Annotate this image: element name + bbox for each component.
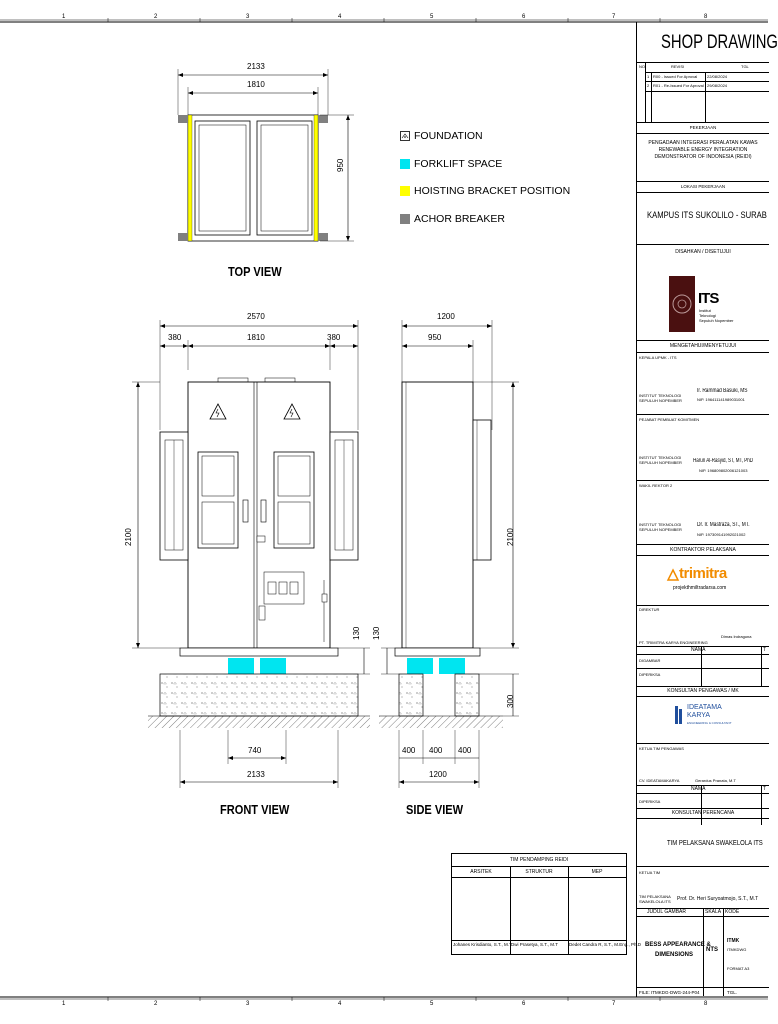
dim-label: 130 [372, 626, 381, 640]
grid-number: 6 [522, 1001, 526, 1007]
inst-label: SEPULUH NOPEMBER [639, 460, 682, 465]
diperiksa-label: DIPERIKSA [639, 672, 661, 677]
trimitra-logo-icon [667, 568, 679, 580]
role-label: KETUA TIM [639, 870, 661, 875]
rev-date: 22/08/2024 [707, 74, 728, 79]
role-label: TIM PELAKSANA [639, 894, 671, 899]
front-view-title: FRONT VIEW [220, 802, 290, 817]
drawing-code: ITMK [727, 938, 740, 944]
drawing-scale: NTS [706, 947, 718, 953]
lokasi-value: KAMPUS ITS SUKOLILO - SURAB [647, 210, 767, 220]
signatory-name: Harun Al-Rasyid, ST, MT, PhD [693, 458, 754, 464]
grid-number: 2 [154, 1001, 158, 1007]
dim-label: 400 [458, 746, 472, 755]
its-sub: Institut [699, 308, 711, 313]
signatory-name: Ir. Rammad Basuki, MS [697, 388, 748, 394]
front-view-drawing [120, 310, 380, 790]
rev-header: REVISI [671, 64, 685, 69]
signatory-name: Prof. Dr. Heri Suryoatmojo, S.T., M.T [677, 896, 759, 902]
dim-label: 1810 [247, 80, 265, 89]
rev-header: NO [639, 64, 645, 69]
dim-label: 380 [168, 333, 182, 342]
legend-label: ACHOR BREAKER [414, 213, 506, 225]
pekerjaan-line: PENGADAAN INTEGRASI PERALATAN KAWAS [648, 140, 758, 146]
color-swatch [400, 186, 410, 196]
team-member: Dedet Candra R, S.T., M.Eng., Ph.D [569, 942, 642, 947]
dim-label: 740 [248, 746, 262, 755]
company-label: PT. TRIMITRA KARYA ENGINEERING [639, 640, 708, 645]
company-label: CV. IDEATAMAKARYA [639, 778, 680, 783]
pekerjaan-line: DEMONSTRATOR OF INDONESIA (REIDI) [654, 154, 752, 160]
legend-label: FOUNDATION [414, 130, 483, 142]
grid-number: 4 [338, 1001, 342, 1007]
pekerjaan-label: PEKERJAAN [689, 125, 717, 130]
trimitra-logo: trimitra [679, 565, 727, 582]
konsultan-pengawas-label: KONSULTAN PENGAWAS / MK [667, 688, 739, 694]
dim-label: 950 [428, 333, 442, 342]
team-member: Dwi Prasetya, S.T., M.T [511, 942, 559, 947]
digambar-label: DIGAMBAR [639, 658, 661, 663]
inst-label: SEPULUH NOPEMBER [639, 527, 682, 532]
trimitra-sub: projekthmiltradarsa.com [673, 585, 727, 591]
grid-number: 3 [246, 14, 250, 20]
signatory-name: Gerardus Pranata, M.T [695, 778, 736, 783]
signatory-nip: NIP. 196411141989031001 [697, 397, 745, 402]
kontraktor-label: KONTRAKTOR PELAKSANA [670, 547, 736, 553]
lokasi-label: LOKASI PEKERJAAN [680, 184, 726, 189]
dim-label: 400 [402, 746, 416, 755]
rev-no: 1 [647, 74, 650, 79]
disahkan-label: DISAHKAN / DISETUJUI [675, 249, 731, 255]
top-view-drawing [170, 55, 370, 255]
t-label: T [763, 786, 767, 792]
ideatama-sub: ENGINEERING & CONSULTANT [687, 721, 732, 725]
team-table [451, 853, 642, 955]
dim-label: 400 [429, 746, 443, 755]
team-member: Johanes Krisdianto, S.T., M.T. [453, 942, 513, 947]
role-label: KEPALA UPMK - ITS [639, 355, 677, 360]
grid-number: 1 [62, 1001, 66, 1007]
team-col-header: STRUKTUR [510, 867, 569, 878]
judul-label: JUDUL GAMBAR [647, 909, 686, 915]
grid-number: 2 [154, 14, 158, 20]
foundation-pattern-icon [400, 131, 410, 141]
grid-number: 5 [430, 14, 434, 20]
inst-label: INSTITUT TEKNOLOGI [639, 455, 682, 460]
dim-label: 2570 [247, 312, 265, 321]
ideatama-wordmark: IDEATAMA [687, 704, 722, 711]
grid-number: 8 [704, 14, 708, 20]
ideatama-logo-icon [675, 706, 685, 724]
file-label: FILE: ITMKDG-DWG-244-P04 [639, 990, 700, 995]
role-label: DIREKTUR [639, 607, 660, 612]
grid-number: 8 [704, 1001, 708, 1007]
signatory-nip: NIP. 196809802006121003 [699, 468, 748, 473]
nama-label: NAMA [691, 786, 706, 792]
dim-label: 300 [506, 694, 515, 708]
rev-desc: R01 - Re-Issued For Aproval [653, 83, 704, 88]
role-label: PEJABAT PEMBUAT KOMITMEN [639, 417, 700, 422]
rev-desc: R00 - Issued For Aproval [653, 74, 698, 79]
dim-label: 2133 [247, 770, 265, 779]
legend-label: FORKLIFT SPACE [414, 158, 503, 170]
grid-number: 1 [62, 14, 66, 20]
rev-no: 2 [647, 83, 650, 88]
tim-pelaksana: TIM PELAKSANA SWAKELOLA ITS [667, 840, 763, 847]
pekerjaan-line: RENEWABLE ENERGY INTEGRATION [658, 147, 748, 153]
title-block [636, 22, 778, 997]
dim-label: 2100 [124, 528, 133, 546]
tgl-label: TGL. [727, 990, 738, 995]
drawing-code: ITMKDWG [727, 947, 747, 952]
legend-label: HOISTING BRACKET POSITION [414, 185, 571, 197]
skala-label: SKALA [705, 909, 722, 915]
mengetahui-label: MENGETAHUI/MENYETUJUI [669, 343, 737, 349]
dim-label: 2100 [506, 528, 515, 546]
kode-label: KODE [725, 909, 740, 915]
dim-label: 1810 [247, 333, 265, 342]
t-label: T [763, 647, 767, 653]
role-label: SWAKELOLA ITS [639, 899, 671, 904]
grid-number: 3 [246, 1001, 250, 1007]
inst-label: INSTITUT TEKNOLOGI [639, 393, 682, 398]
side-view-drawing [375, 310, 525, 790]
team-table-header: TIM PENDAMPING REIDI [452, 854, 626, 867]
dim-label: 380 [327, 333, 341, 342]
top-view-title: TOP VIEW [228, 264, 282, 279]
its-sub: Teknologi [699, 313, 716, 318]
dim-label: 1200 [437, 312, 455, 321]
drawing-title: DIMENSIONS [655, 952, 694, 958]
dim-label: 1200 [429, 770, 447, 779]
dim-label: 950 [336, 158, 345, 172]
inst-label: INSTITUT TEKNOLOGI [639, 522, 682, 527]
role-label: WAKIL REKTOR 2 [639, 483, 673, 488]
signatory-name: Dimas Indraguna [721, 634, 752, 639]
dim-label: 2133 [247, 62, 265, 71]
konsultan-perencana-label: KONSULTAN PERENCANA [671, 810, 735, 816]
ideatama-wordmark2: KARYA [687, 712, 711, 719]
nama-label: NAMA [691, 647, 706, 653]
grid-number: 7 [612, 1001, 616, 1007]
grid-number: 6 [522, 14, 526, 20]
team-col-header: ARSITEK [452, 867, 511, 878]
diperiksa-label: DIPERIKSA [639, 799, 661, 804]
its-wordmark: ITS [698, 290, 719, 307]
grid-number: 7 [612, 14, 616, 20]
color-swatch [400, 214, 410, 224]
its-sub: Sepuluh Nopember [699, 318, 734, 323]
team-divider [452, 940, 626, 941]
grid-number: 5 [430, 1001, 434, 1007]
grid-number: 4 [338, 14, 342, 20]
signatory-name: Dr. Ir. Mastraza, ST., MT. [697, 522, 750, 528]
role-label: KETUA TIM PENGAWAS [639, 746, 684, 751]
team-col-header: MEP [568, 867, 626, 878]
color-swatch [400, 159, 410, 169]
inst-label: SEPULUH NOPEMBER [639, 398, 682, 403]
signatory-nip: NIP. 197309141992021002 [697, 532, 746, 537]
drawing-format: FORMAT A3 [727, 966, 750, 971]
rev-header: TGL [741, 64, 749, 69]
side-view-title: SIDE VIEW [406, 802, 464, 817]
drawing-title: BESS APPEARANCE & [645, 942, 711, 948]
rev-date: 29/08/2024 [707, 83, 728, 88]
dim-label: 130 [352, 626, 361, 640]
title-block-title: SHOP DRAWING [661, 32, 778, 53]
its-logo-icon [669, 276, 695, 332]
